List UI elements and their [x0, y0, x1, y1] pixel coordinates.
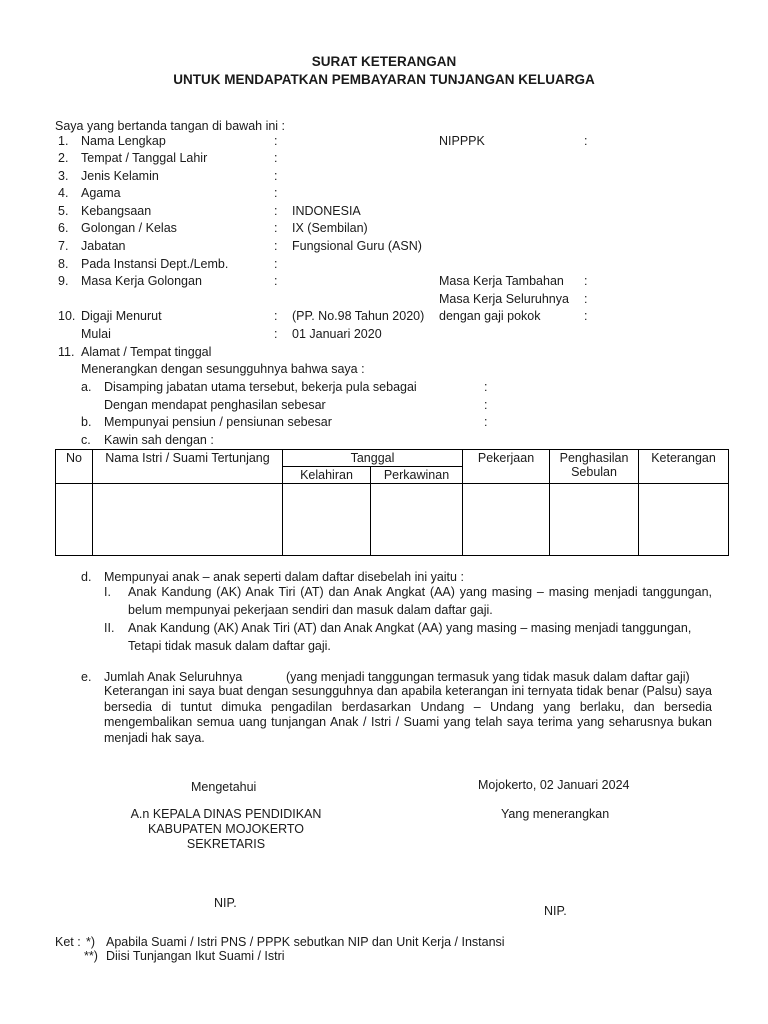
field-colon: : — [274, 327, 278, 341]
field-label-jenis-kelamin: Jenis Kelamin — [81, 169, 159, 183]
table-cell — [56, 484, 93, 556]
field-colon: : — [584, 134, 588, 148]
field-number: 3. — [58, 169, 69, 183]
field-label-jabatan: Jabatan — [81, 239, 126, 253]
intro-text: Saya yang bertanda tangan di bawah ini : — [55, 119, 286, 133]
masa-tambahan-label: Masa Kerja Tambahan — [439, 274, 564, 288]
field-colon: : — [584, 274, 588, 288]
document-subtitle: UNTUK MENDAPATKAN PEMBAYARAN TUNJANGAN KELUARGA — [173, 72, 595, 87]
col-header-penghasilan: Penghasilan Sebulan — [550, 450, 639, 484]
field-colon: : — [274, 186, 278, 200]
item-i-text-cont: belum mempunyai pekerjaan sendiri dan masuk dalam daftar gaji. — [128, 603, 493, 617]
field-value-kebangsaan: INDONESIA — [292, 204, 361, 218]
footnote-line-2: Diisi Tunjangan Ikut Suami / Istri — [106, 949, 285, 963]
table-cell — [463, 484, 550, 556]
field-number: 7. — [58, 239, 69, 253]
field-number: 9. — [58, 274, 69, 288]
yang-menerangkan-label: Yang menerangkan — [501, 807, 610, 821]
ket-label: Ket : — [55, 935, 81, 949]
item-ii-text: Anak Kandung (AK) Anak Tiri (AT) dan Anak Angkat (AA) yang masing – masing menjadi tanggungan, — [128, 621, 692, 635]
spouse-table — [55, 449, 729, 556]
field-number: 2. — [58, 151, 69, 165]
col-header-keterangan: Keterangan — [639, 450, 729, 484]
field-number: 1. — [58, 134, 69, 148]
item-a-income-text: Dengan mendapat penghasilan sebesar — [104, 398, 326, 412]
field-number: 4. — [58, 186, 69, 200]
col-header-no: No — [56, 450, 93, 484]
col-header-perkawinan: Perkawinan — [371, 467, 463, 484]
masa-seluruhnya-label: Masa Kerja Seluruhnya — [439, 292, 569, 306]
table-cell — [550, 484, 639, 556]
item-letter: b. — [81, 415, 92, 429]
item-i-text: Anak Kandung (AK) Anak Tiri (AT) dan Anak Angkat (AA) yang masing – masing menjadi tanggungan, — [128, 585, 712, 599]
item-c-text: Kawin sah dengan : — [104, 433, 214, 447]
nipppk-label: NIPPPK — [439, 134, 485, 148]
table-cell — [639, 484, 729, 556]
field-colon: : — [274, 274, 278, 288]
field-number: 8. — [58, 257, 69, 271]
field-colon: : — [274, 169, 278, 183]
kepala-kabupaten: KABUPATEN MOJOKERTO — [147, 822, 305, 836]
field-label-golongan: Golongan / Kelas — [81, 221, 177, 235]
place-date: Mojokerto, 02 Januari 2024 — [478, 778, 630, 792]
roman-numeral: I. — [104, 585, 111, 599]
kepala-title: A.n KEPALA DINAS PENDIDIKAN — [130, 807, 322, 821]
menerangkan-text: Menerangkan dengan sesungguhnya bahwa saya : — [81, 362, 365, 376]
declaration-paragraph: Keterangan ini saya buat dengan sesungguhnya dan apabila keterangan ini ternyata tidak benar (Palsu) saya bersedia di tuntut dimuka pengadilan berdasarkan Undang – Undang yang berlaku, dan bersedia mengembalikan semua uang tunjangan Anak / Istri / Suami yang telah saya terima yang seharusnya bukan menjadi hak saya. — [104, 684, 712, 745]
document-title: SURAT KETERANGAN — [311, 54, 457, 69]
footnote-line-1: Apabila Suami / Istri PNS / PPPK sebutkan NIP dan Unit Kerja / Instansi — [106, 935, 505, 949]
mengetahui-label: Mengetahui — [191, 780, 257, 794]
col-header-nama: Nama Istri / Suami Tertunjang — [93, 450, 283, 484]
item-letter: a. — [81, 380, 92, 394]
field-label-digaji: Digaji Menurut — [81, 309, 162, 323]
item-e-label: Jumlah Anak Seluruhnya — [104, 670, 243, 684]
field-number: 10. — [58, 309, 76, 323]
field-colon: : — [484, 398, 488, 412]
field-value-mulai: 01 Januari 2020 — [292, 327, 382, 341]
item-letter: d. — [81, 570, 92, 584]
table-header-row — [56, 450, 729, 467]
item-b-text: Mempunyai pensiun / pensiunan sebesar — [104, 415, 332, 429]
item-ii-text-cont: Tetapi tidak masuk dalam daftar gaji. — [128, 639, 331, 653]
field-colon: : — [274, 239, 278, 253]
item-d-text: Mempunyai anak – anak seperti dalam daftar disebelah ini yaitu : — [104, 570, 464, 584]
footnote-marker: *) — [86, 935, 96, 949]
field-value-digaji: (PP. No.98 Tahun 2020) — [292, 309, 425, 323]
field-label-ttl: Tempat / Tanggal Lahir — [81, 151, 208, 165]
field-label-mulai: Mulai — [81, 327, 111, 341]
field-label-kebangsaan: Kebangsaan — [81, 204, 152, 218]
nip-right: NIP. — [544, 904, 567, 918]
field-label-nama: Nama Lengkap — [81, 134, 166, 148]
footnote-marker: **) — [84, 949, 98, 963]
field-value-jabatan: Fungsional Guru (ASN) — [292, 239, 422, 253]
nip-left: NIP. — [214, 896, 237, 910]
field-colon: : — [274, 309, 278, 323]
field-label-agama: Agama — [81, 186, 121, 200]
col-header-kelahiran: Kelahiran — [283, 467, 371, 484]
item-letter: e. — [81, 670, 92, 684]
table-cell — [93, 484, 283, 556]
field-value-golongan: IX (Sembilan) — [292, 221, 368, 235]
field-colon: : — [274, 204, 278, 218]
roman-numeral: II. — [104, 621, 115, 635]
item-letter: c. — [81, 433, 91, 447]
table-cell — [371, 484, 463, 556]
field-colon: : — [274, 151, 278, 165]
field-number: 6. — [58, 221, 69, 235]
col-header-pekerjaan: Pekerjaan — [463, 450, 550, 484]
field-label-alamat: Alamat / Tempat tinggal — [81, 345, 212, 359]
field-number: 11. — [58, 345, 75, 359]
field-colon: : — [484, 415, 488, 429]
kepala-sekretaris: SEKRETARIS — [186, 837, 266, 851]
table-row — [56, 484, 729, 556]
field-label-masa-kerja: Masa Kerja Golongan — [81, 274, 202, 288]
field-colon: : — [584, 309, 588, 323]
field-colon: : — [274, 257, 278, 271]
field-colon: : — [584, 292, 588, 306]
table-cell — [283, 484, 371, 556]
field-colon: : — [274, 221, 278, 235]
item-e-note: (yang menjadi tanggungan termasuk yang tidak masuk dalam daftar gaji) — [286, 670, 690, 684]
item-a-text: Disamping jabatan utama tersebut, bekerja pula sebagai — [104, 380, 417, 394]
gaji-pokok-label: dengan gaji pokok — [439, 309, 541, 323]
field-colon: : — [274, 134, 278, 148]
field-colon: : — [484, 380, 488, 394]
col-header-tanggal: Tanggal — [283, 450, 463, 467]
field-number: 5. — [58, 204, 69, 218]
field-label-instansi: Pada Instansi Dept./Lemb. — [81, 257, 229, 271]
